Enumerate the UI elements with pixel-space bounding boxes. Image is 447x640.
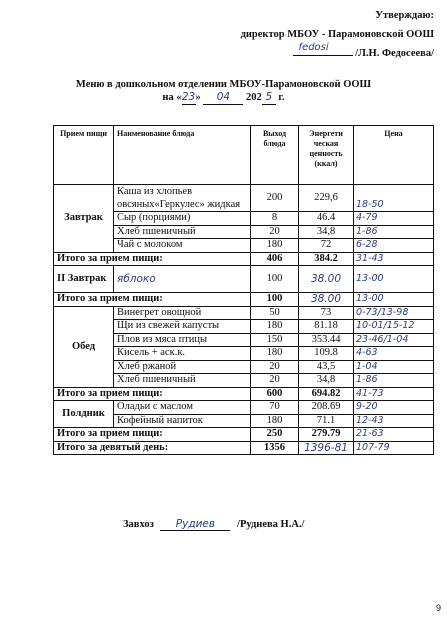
total-output: 406 (251, 252, 299, 266)
header-meal: Прием пищи (54, 126, 114, 185)
day-total-energy: 1396-81 (299, 441, 354, 455)
dish-price: 10-01/15-12 (354, 320, 434, 334)
dish-name: Плов из мяса птицы (114, 333, 251, 347)
dish-price: 0-73/13-98 (354, 306, 434, 320)
date-month: 04 (203, 91, 243, 105)
meal-snack: Полдник (54, 401, 114, 428)
total-row (54, 252, 434, 266)
dish-energy: 73 (299, 306, 354, 320)
day-total-output: 1356 (251, 441, 299, 455)
dish-name: Каша из хлопьев овсяных«Геркулес» жидкая (114, 185, 251, 212)
menu-title-line1: Меню в дошкольном отделении МБОУ-Парамоновской ООШ (75, 79, 372, 90)
dish-energy: 34,8 (299, 374, 354, 388)
dish-output: 100 (251, 266, 299, 293)
total-row (54, 428, 434, 442)
table-header-row (54, 126, 434, 185)
footer-handwritten-signature: Рудиев (160, 518, 230, 531)
table-row (54, 306, 434, 320)
director-line: директор МБОУ - Парамоновской ООШ (240, 29, 434, 40)
dish-energy: 229,6 (299, 185, 354, 212)
dish-energy: 34,8 (299, 225, 354, 239)
total-label: Итого за прием пищи: (54, 387, 251, 401)
total-price: 41-73 (354, 387, 434, 401)
dish-output: 70 (251, 401, 299, 415)
menu-date (0, 91, 447, 105)
dish-name: Кисель + аск.к. (114, 347, 251, 361)
dish-energy: 208.69 (299, 401, 354, 415)
dish-output: 20 (251, 225, 299, 239)
header-energy: Энергети ческая ценность (ккал) (299, 126, 354, 185)
total-label: Итого за прием пищи: (54, 252, 251, 266)
menu-table (53, 125, 434, 455)
total-energy: 279.79 (299, 428, 354, 442)
dish-price: 4-79 (354, 212, 434, 226)
total-row (54, 293, 434, 307)
total-row (54, 387, 434, 401)
menu-title (0, 78, 447, 105)
total-output: 100 (251, 293, 299, 307)
dish-output: 180 (251, 320, 299, 334)
dish-name: Кофейный напиток (114, 414, 251, 428)
date-year-digit: 5 (262, 91, 276, 105)
dish-name: Хлеб пшеничный (114, 374, 251, 388)
total-price: 21-63 (354, 428, 434, 442)
dish-name: Хлеб ржаной (114, 360, 251, 374)
day-total-row (54, 441, 434, 455)
dish-price: 12-43 (354, 414, 434, 428)
header-output: Выход блюда (251, 126, 299, 185)
approve-label: Утверждаю: (375, 10, 434, 21)
header-price: Цена (354, 126, 434, 185)
dish-output: 20 (251, 360, 299, 374)
dish-energy: 353.44 (299, 333, 354, 347)
dish-output: 180 (251, 239, 299, 253)
director-signature-row (241, 44, 434, 63)
meal-breakfast: Завтрак (54, 185, 114, 253)
meal-lunch: Обед (54, 306, 114, 387)
date-prefix: на « (162, 92, 182, 103)
director-handwritten-signature: fedosi (298, 42, 329, 53)
total-price: 13-00 (354, 293, 434, 307)
footer-name: /Руднева Н.А./ (237, 519, 305, 530)
dish-price: 18-50 (354, 185, 434, 212)
dish-price: 4-63 (354, 347, 434, 361)
dish-name: Сыр (порциями) (114, 212, 251, 226)
dish-output: 8 (251, 212, 299, 226)
dish-energy: 46.4 (299, 212, 354, 226)
dish-energy: 43,5 (299, 360, 354, 374)
dish-name: яблоко (114, 266, 251, 293)
dish-energy: 72 (299, 239, 354, 253)
total-label: Итого за прием пищи: (54, 428, 251, 442)
dish-energy: 38.00 (299, 266, 354, 293)
director-name: /Л.Н. Федосеева/ (355, 48, 434, 59)
header-dish-name: Наименование блюда (114, 126, 251, 185)
signature-line (293, 44, 353, 56)
date-mid: » (195, 92, 201, 103)
total-energy: 694.82 (299, 387, 354, 401)
total-output: 600 (251, 387, 299, 401)
table-row (54, 401, 434, 415)
dish-price: 13-00 (354, 266, 434, 293)
page-number: 9 (435, 603, 441, 613)
dish-output: 200 (251, 185, 299, 212)
dish-price: 1-04 (354, 360, 434, 374)
dish-output: 20 (251, 374, 299, 388)
date-year-prefix: 202 (246, 92, 262, 103)
total-energy: 384.2 (299, 252, 354, 266)
table-row (54, 185, 434, 212)
dish-name: Винегрет овощной (114, 306, 251, 320)
dish-output: 180 (251, 414, 299, 428)
date-suffix: г. (278, 92, 285, 103)
total-price: 31-43 (354, 252, 434, 266)
meal-second-breakfast: II Завтрак (54, 266, 114, 293)
dish-price: 9-20 (354, 401, 434, 415)
table-row (54, 266, 434, 293)
day-total-price: 107-79 (354, 441, 434, 455)
date-day: 23 (181, 91, 196, 103)
dish-name: Хлеб пшеничный (114, 225, 251, 239)
dish-output: 150 (251, 333, 299, 347)
footer-role: Завхоз (123, 519, 154, 530)
dish-output: 50 (251, 306, 299, 320)
dish-output: 180 (251, 347, 299, 361)
day-total-label: Итого за девятый день: (54, 441, 251, 455)
dish-price: 6-28 (354, 239, 434, 253)
dish-energy: 81.18 (299, 320, 354, 334)
signature-footer (123, 518, 304, 531)
dish-name: Чай с молоком (114, 239, 251, 253)
dish-price: 23-46/1-04 (354, 333, 434, 347)
dish-price: 1-86 (354, 374, 434, 388)
total-energy: 38.00 (299, 293, 354, 307)
dish-price: 1-86 (354, 225, 434, 239)
dish-energy: 71.1 (299, 414, 354, 428)
total-output: 250 (251, 428, 299, 442)
dish-energy: 109.8 (299, 347, 354, 361)
dish-name: Оладьи с маслом (114, 401, 251, 415)
total-label: Итого за прием пищи: (54, 293, 251, 307)
approval-block (241, 6, 434, 63)
dish-name: Щи из свежей капусты (114, 320, 251, 334)
